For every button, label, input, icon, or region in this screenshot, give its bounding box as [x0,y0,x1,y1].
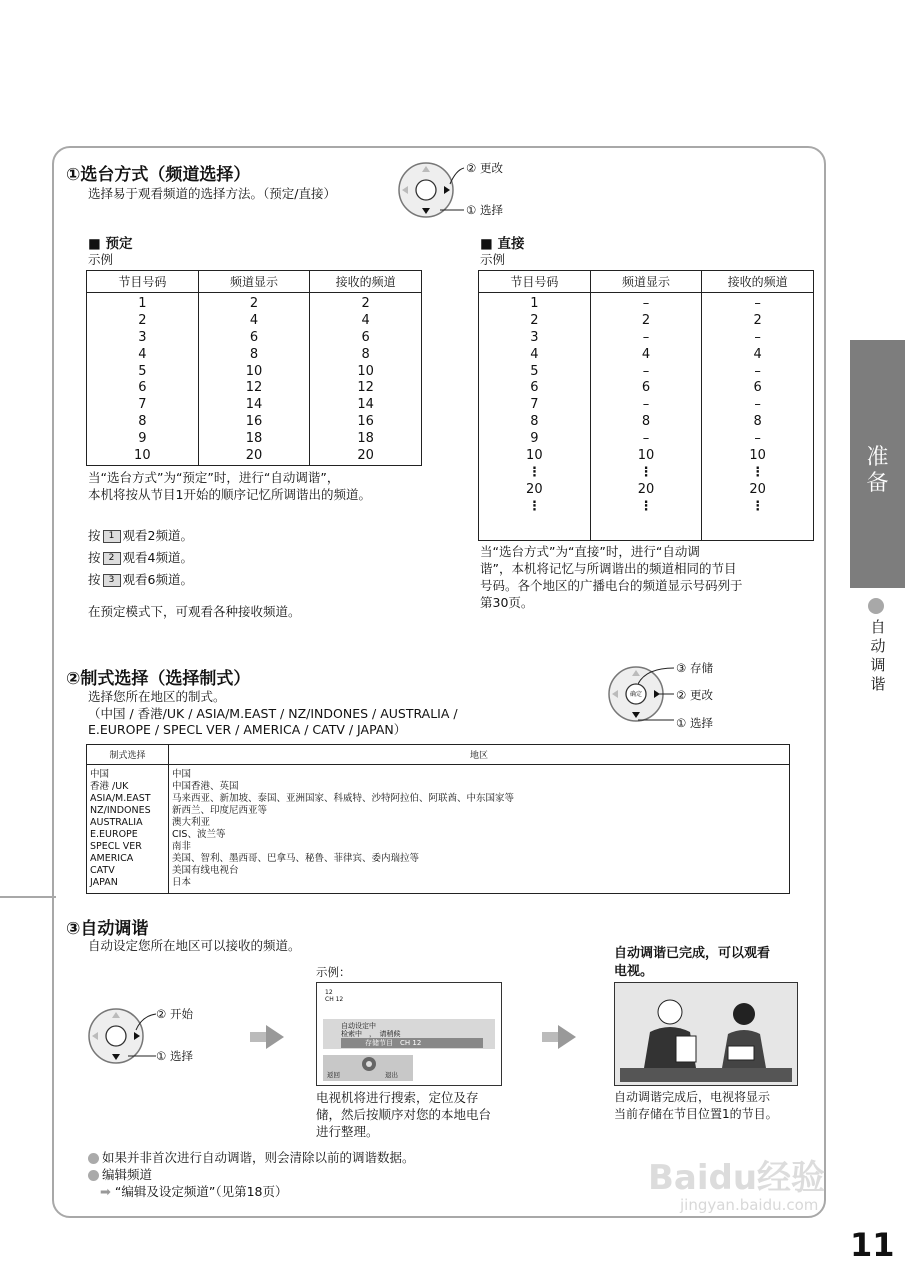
select-label-3: ① 选择 [156,1049,193,1063]
table-cell: 2 [249,296,259,311]
table-cell: 20 [749,481,766,497]
page-number: 11 [850,1226,895,1264]
screen-line1: 自动设定中 [341,1022,376,1030]
table-cell: 1 [530,296,539,311]
flow-arrow-bar-2 [542,1032,558,1042]
note-bullet-2 [88,1167,152,1182]
bullet-icon [88,1153,99,1164]
table-cell: ⋮ [527,464,541,480]
direct-note-2: 谐”，本机将记忆与所调谐出的频道相同的节目 [480,561,737,576]
table-cell: ⋮ [639,464,653,480]
table-cell: 8 [753,414,762,430]
side-label-char: 动 [870,637,886,655]
table-cell: 3 [530,329,539,345]
table-cell: – [754,329,761,345]
table-cell: 20 [245,448,263,464]
table-cell: 4 [753,346,762,362]
table-cell: 9 [530,431,539,447]
preset-col-program [87,293,199,466]
table-cell: 6 [753,380,762,396]
table-cell: – [642,363,650,379]
tv-anchors-image-icon [614,982,798,1086]
system-item: NZ/INDONES [90,805,151,816]
key-1-button: 1 [103,530,121,543]
side-label-char: 调 [870,656,886,674]
screen-back: 返回 [327,1071,340,1079]
table-cell: – [754,296,761,311]
auto-setup-panel [323,1019,495,1049]
side-label-char: 谐 [870,675,886,693]
table-cell: – [642,397,650,413]
table-cell: 2 [530,312,539,328]
screen-ch-label: CH 12 [325,996,344,1003]
preset-example: 示例 [88,252,114,267]
callout-lines-3 [128,1008,158,1060]
note-bullet-1 [88,1150,415,1165]
press2-pre: 按 [88,550,101,565]
table-cell: 4 [641,346,651,362]
table-cell: 7 [530,397,539,413]
table-cell: 4 [138,346,147,362]
table-cell: 7 [138,397,147,413]
ok-label: 确定 [629,691,642,698]
system-item: SPECL VER [90,841,142,852]
mid-caption-3: 进行整理。 [316,1124,379,1139]
table-cell: ⋮ [527,498,541,514]
section3-title: ③自动调谐 [66,919,149,939]
store-label: ③ 存储 [676,661,713,675]
sys-th-region: 地区 [169,745,790,765]
region-list [169,765,790,894]
direct-col-display [590,293,702,541]
done-title-2: 电视。 [614,964,654,979]
table-cell: 6 [249,329,259,345]
direct-heading: ■ 直接 [480,236,525,252]
preset-col-received [310,293,422,466]
press-row-1 [88,528,193,543]
direct-note-4: 第30页。 [480,595,534,610]
table-cell: 14 [245,397,263,413]
screen-exit: 退出 [385,1071,398,1079]
press-row-2 [88,550,193,565]
system-list [87,765,169,894]
side-label [868,618,888,694]
table-cell: 6 [361,329,370,345]
table-cell: ⋮ [639,498,653,514]
table-cell: – [642,296,650,311]
left-edge-line [0,896,56,898]
done-caption-2: 当前存储在节目位置1的节目。 [614,1107,778,1121]
table-cell: 10 [637,448,655,464]
note-bullet-2-text: 编辑频道 [102,1167,153,1182]
screen-nav-bar [323,1055,413,1081]
system-item: E.EUROPE [90,829,138,840]
direct-note-3: 号码。各个地区的广播电台的频道显示号码列于 [480,578,743,593]
section3-desc: 自动设定您所在地区可以接收的频道。 [88,938,301,953]
table-cell: 18 [357,431,374,447]
region-item: 中国 [172,769,192,780]
section2-desc: 选择您所在地区的制式。 [88,689,226,704]
direct-col-received [702,293,814,541]
table-cell: 2 [138,312,147,328]
table-cell: ⋮ [751,464,765,480]
callout-lines-2 [638,664,678,726]
table-cell: 6 [530,380,539,396]
table-cell: 4 [530,346,539,362]
table-cell: 8 [249,346,259,362]
preset-th-2: 频道显示 [198,271,310,293]
direct-table [478,270,814,541]
region-item: 美国、智利、墨西哥、巴拿马、秘鲁、菲律宾、委内瑞拉等 [172,853,420,864]
table-cell: 20 [526,481,543,497]
system-item: AUSTRALIA [90,817,143,828]
preset-table [86,270,422,466]
section1-desc: 选择易于观看频道的选择方法。（预定/直接） [88,186,336,201]
table-cell: 6 [641,380,651,396]
sys-th-system: 制式选择 [87,745,169,765]
system-item: ASIA/M.EAST [90,793,151,804]
table-cell: 2 [641,312,651,328]
bullet-icon [88,1170,99,1181]
press-row-3 [88,572,193,587]
preset-th-1: 节目号码 [87,271,199,293]
system-table [86,744,790,894]
table-cell: 5 [138,363,147,379]
table-cell: 16 [245,414,263,430]
change-label-2: ② 更改 [676,688,713,702]
select-label-2: ① 选择 [676,716,713,730]
press3-pre: 按 [88,572,101,587]
system-options-1: （中国 / 香港/UK / ASIA/M.EAST / NZ/INDONES / AUSTRALIA / [88,706,458,721]
preset-th-3: 接收的频道 [310,271,422,293]
direct-th-3: 接收的频道 [702,271,814,293]
done-title-1: 自动调谐已完成，可以观看 [614,946,771,961]
table-cell: 1 [138,296,147,311]
table-cell: 8 [361,346,370,362]
side-tab [850,340,905,588]
screen-line2: 检索中 ， 请稍候 [341,1030,401,1038]
table-cell: – [642,431,650,447]
key-3-button: 3 [103,574,121,587]
system-item: 中国 [90,769,110,780]
table-cell: 4 [249,312,259,328]
table-cell: ⋮ [751,498,765,514]
table-cell: 10 [245,363,263,379]
section2-title: ②制式选择（选择制式） [66,669,251,689]
table-cell: 14 [357,397,374,413]
flow-arrow-bar-1 [250,1032,266,1042]
table-cell: 6 [138,380,147,396]
preset-footer: 在预定模式下，可观看各种接收频道。 [88,604,301,619]
example-label: 示例： [316,965,351,979]
flow-arrow-icon-1 [266,1025,284,1049]
direct-th-1: 节目号码 [479,271,591,293]
table-cell: – [642,329,650,345]
region-item: 日本 [172,877,192,888]
system-item: 香港 /UK [90,781,129,792]
region-item: 澳大利亚 [172,817,211,828]
direct-note-1: 当“选台方式”为“直接”时，进行“自动调 [480,544,700,559]
system-item: JAPAN [90,877,118,888]
region-item: 南非 [172,841,192,852]
press3-post: 观看6频道。 [122,572,193,587]
change-label: ② 更改 [466,161,503,175]
watermark-logo: Baidu经验 [648,1158,826,1198]
side-bullet-icon [868,598,884,614]
edit-channel-ref-text: “编辑及设定频道”（见第18页） [114,1184,288,1199]
watermark-url: jingyan.baidu.com [680,1196,819,1214]
table-cell: 9 [138,431,147,447]
press1-post: 观看2频道。 [122,528,193,543]
table-cell: 5 [530,363,539,379]
region-item: 中国香港、英国 [172,781,239,792]
side-label-char: 自 [870,618,886,636]
preset-note-2: 本机将按从节目1开始的顺序记忆所调谐出的频道。 [88,487,371,502]
direct-col-program [479,293,591,541]
table-cell: 16 [357,414,374,430]
press1-pre: 按 [88,528,101,543]
select-label: ① 选择 [466,203,503,217]
table-cell: 4 [361,312,370,328]
preset-note-1: 当“选台方式”为“预定”时，进行“自动调谐”， [88,470,340,485]
direct-example: 示例 [480,252,506,267]
system-options-2: E.EUROPE / SPECL VER / AMERICA / CATV / JAPAN） [88,722,407,737]
arrow-right-icon: ➡ [100,1185,111,1200]
press2-post: 观看4频道。 [122,550,193,565]
screen-ch-num: 12 [325,989,333,996]
table-cell: 20 [637,481,655,497]
table-cell: 8 [641,414,651,430]
mid-caption-1: 电视机将进行搜索，定位及存 [316,1090,479,1105]
direct-th-2: 频道显示 [590,271,702,293]
region-item: 马来西亚、新加坡、泰国、亚洲国家、科威特、沙特阿拉伯、阿联酋、中东国家等 [172,793,515,804]
side-tab-char-1: 准 [866,445,889,470]
system-item: AMERICA [90,853,134,864]
table-cell: 12 [357,380,374,396]
edit-channel-ref [100,1184,288,1201]
done-caption-1: 自动调谐完成后，电视将显示 [614,1090,771,1104]
preset-heading: ■ 预定 [88,236,133,252]
table-cell: 10 [526,448,543,464]
table-cell: – [754,397,761,413]
table-cell: 20 [357,448,374,464]
table-cell: 3 [138,329,147,345]
preset-col-display [198,293,310,466]
table-cell: 2 [753,312,762,328]
table-cell: 2 [361,296,370,311]
region-item: 美国有线电视台 [172,865,239,876]
section1-title: ①选台方式（频道选择） [66,165,251,185]
nav-dpad-icon [361,1056,377,1072]
region-item: CIS、波兰等 [172,829,226,840]
mid-caption-2: 储，然后按顺序对您的本地电台 [316,1107,492,1122]
table-cell: 10 [357,363,374,379]
flow-arrow-icon-2 [558,1025,576,1049]
side-tab-char-2: 备 [866,471,889,496]
system-item: CATV [90,865,115,876]
key-2-button: 2 [103,552,121,565]
table-cell: – [754,431,761,447]
note-bullet-1-text: 如果并非首次进行自动调谐，则会清除以前的调谐数据。 [102,1150,415,1165]
tv-screen-example [316,982,502,1086]
table-cell: 8 [138,414,147,430]
start-label: ② 开始 [156,1007,193,1021]
table-cell: 18 [245,431,263,447]
region-item: 新西兰、印度尼西亚等 [172,805,268,816]
table-cell: – [754,363,761,379]
screen-line3: 存储节目 CH 12 [341,1038,483,1048]
table-cell: 10 [134,448,151,464]
table-cell: 8 [530,414,539,430]
table-cell: 12 [245,380,263,396]
table-cell: 10 [749,448,766,464]
